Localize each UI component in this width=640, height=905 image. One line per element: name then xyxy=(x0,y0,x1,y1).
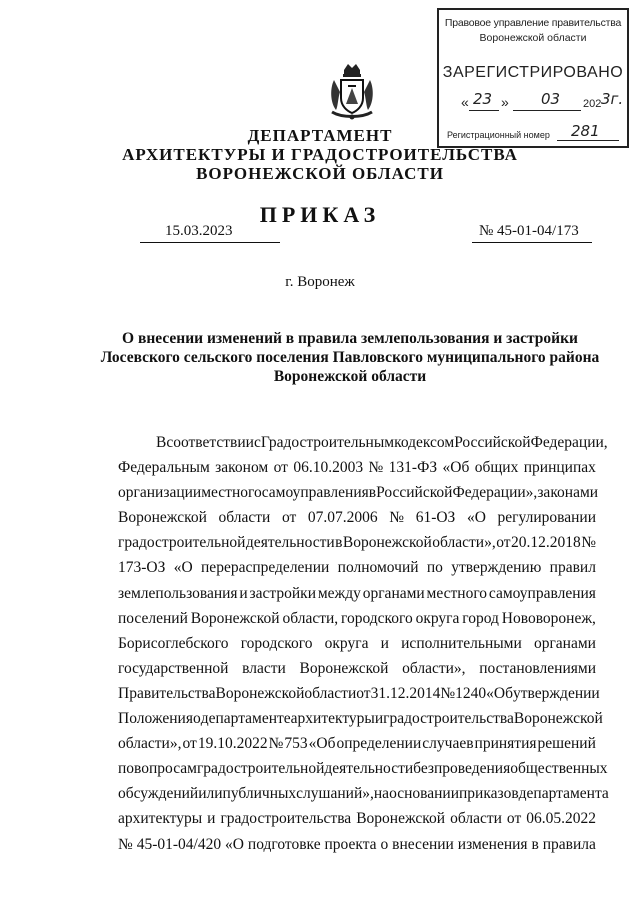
order-date-underline xyxy=(140,242,280,243)
dept-title-line1: ДЕПАРТАМЕНТ xyxy=(247,126,393,145)
body-line: Воронежской области от 07.07.2006 № 61-ОЗ «О регулировании xyxy=(118,509,596,527)
stamp-reg-number: 281 xyxy=(571,122,600,140)
subject-line-1: О внесении изменений в правила землепользования и застройки xyxy=(122,330,578,347)
order-number-underline xyxy=(472,242,592,243)
stamp-authority-line1: Правовое управление правительства xyxy=(444,17,622,29)
body-line: землепользования и застройки между органами местного самоуправления xyxy=(118,584,596,602)
body-line: градостроительной деятельности в Воронежской области», от 20.12.2018 № xyxy=(118,534,596,552)
stamp-close-quote: » xyxy=(501,94,509,110)
coat-of-arms-icon xyxy=(326,62,378,122)
body-line: 173-ОЗ «О перераспределении полномочий по утверждению правил xyxy=(118,559,596,577)
stamp-day: 23 xyxy=(473,90,493,108)
dept-title-line2: АРХИТЕКТУРЫ И ГРАДОСТРОИТЕЛЬСТВА xyxy=(122,145,518,164)
body-line: государственной власти Воронежской области», постановлениями xyxy=(118,659,596,677)
order-body xyxy=(118,430,609,857)
stamp-authority-line2: Воронежской области xyxy=(479,32,587,44)
subject-line-3: Воронежской области xyxy=(273,368,427,385)
body-line: № 45-01-04/420 «О подготовке проекта о внесении изменения в правила xyxy=(118,835,596,853)
body-line: организации местного самоуправления в Российской Федерации», законами xyxy=(118,484,599,502)
body-line: В соответствии с Градостроительным кодексом Российской Федерации, xyxy=(156,434,608,451)
order-city: г. Воронеж xyxy=(285,274,355,290)
body-line: Положения о департаменте архитектуры и градостроительства Воронежской xyxy=(118,710,603,728)
stamp-year-prefix: 202 xyxy=(583,98,602,110)
stamp-title: ЗАРЕГИСТРИРОВАНО xyxy=(442,64,624,81)
dept-title-line3: ВОРОНЕЖСКОЙ ОБЛАСТИ xyxy=(196,164,444,183)
stamp-reg-label: Регистрационный номер xyxy=(447,130,550,140)
stamp-month-line xyxy=(513,110,581,111)
order-date: 15.03.2023 xyxy=(165,223,233,239)
stamp-day-line xyxy=(469,110,499,111)
body-line: Борисоглебского городского округа и исполнительными органами xyxy=(118,634,596,652)
stamp-open-quote: « xyxy=(461,94,469,110)
order-number: № 45-01-04/173 xyxy=(479,223,579,239)
subject-line-2: Лосевского сельского поселения Павловского муниципального района xyxy=(100,349,600,366)
body-line: обсуждений или публичных слушаний», на основании приказов департамента xyxy=(118,785,609,803)
body-line: поселений Воронежской области, городского округа город Нововоронеж, xyxy=(118,609,596,627)
order-title: ПРИКАЗ xyxy=(259,202,381,227)
body-line: Правительства Воронежской области от 31.12.2014 № 1240 «Об утверждении xyxy=(118,684,600,702)
body-line: области», от 19.10.2022 № 753 «Об определении случаев принятия решений xyxy=(118,735,596,753)
stamp-year-suffix: 3г. xyxy=(601,90,624,108)
order-subject xyxy=(80,329,620,386)
stamp-month: 03 xyxy=(541,90,561,108)
body-line: по вопросам градостроительной деятельности без проведения общественных xyxy=(118,760,608,778)
body-line: Федеральным законом от 06.10.2003 № 131-ФЗ «Об общих принципах xyxy=(118,459,596,477)
body-line: архитектуры и градостроительства Воронежской области от 06.05.2022 xyxy=(118,810,596,828)
